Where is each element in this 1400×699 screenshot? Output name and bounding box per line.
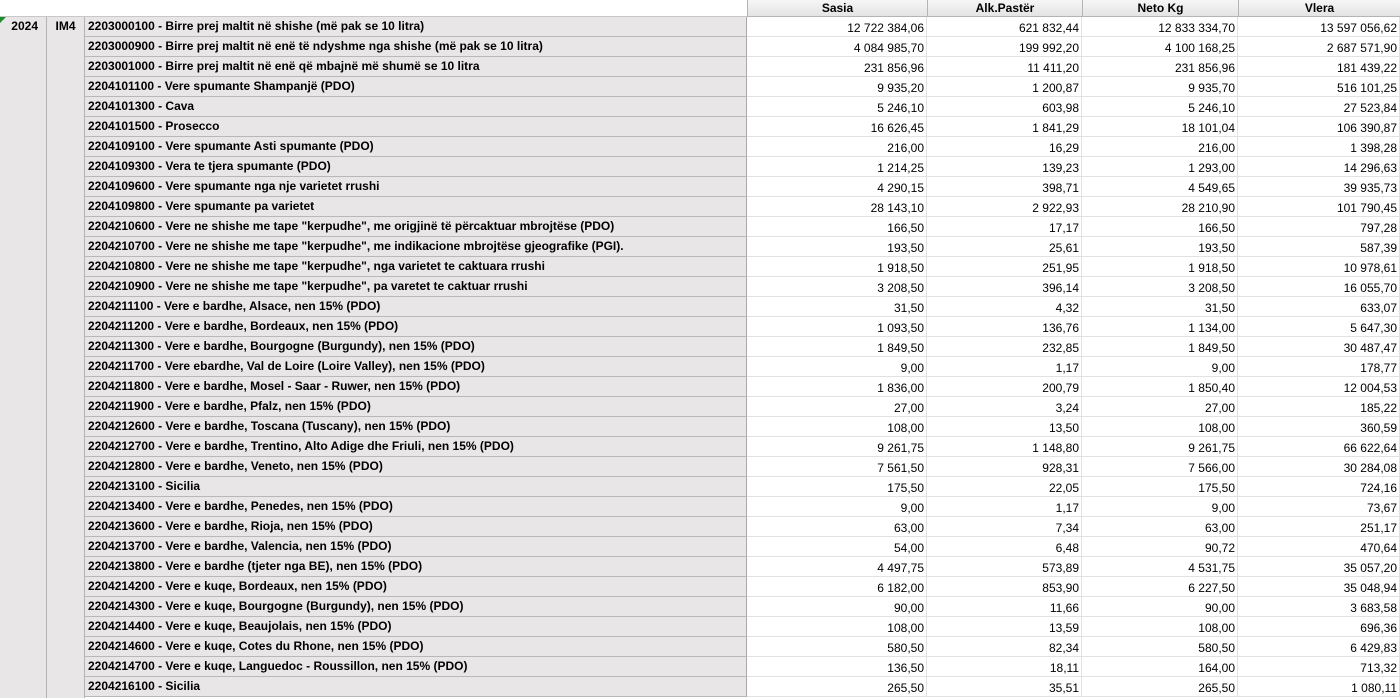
cell-alk[interactable]: 398,71 [927,177,1082,197]
cell-sasia[interactable]: 580,50 [747,637,927,657]
cell-neto[interactable]: 164,00 [1082,657,1238,677]
row-label[interactable]: 2204214700 - Vere e kuqe, Languedoc - Roussillon, nen 15% (PDO) [85,657,747,677]
cell-neto[interactable]: 4 549,65 [1082,177,1238,197]
row-label[interactable]: 2204109300 - Vera te tjera spumante (PDO) [85,157,747,177]
table-row[interactable] [85,677,1400,697]
row-label[interactable]: 2204214300 - Vere e kuqe, Bourgogne (Burgundy), nen 15% (PDO) [85,597,747,617]
table-row[interactable] [85,217,1400,237]
cell-alk[interactable]: 2 922,93 [927,197,1082,217]
row-label[interactable]: 2204211800 - Vere e bardhe, Mosel - Saar - Ruwer, nen 15% (PDO) [85,377,747,397]
cell-neto[interactable]: 216,00 [1082,137,1238,157]
row-label[interactable]: 2203000100 - Birre prej maltit në shishe (më pak se 10 litra) [85,17,747,37]
cell-vlera[interactable]: 106 390,87 [1238,117,1400,137]
cell-neto[interactable]: 6 227,50 [1082,577,1238,597]
cell-neto[interactable]: 1 850,40 [1082,377,1238,397]
cell-sasia[interactable]: 4 290,15 [747,177,927,197]
cell-alk[interactable]: 573,89 [927,557,1082,577]
cell-vlera[interactable]: 12 004,53 [1238,377,1400,397]
cell-alk[interactable]: 25,61 [927,237,1082,257]
cell-vlera[interactable]: 13 597 056,62 [1238,17,1400,37]
cell-neto[interactable]: 231 856,96 [1082,57,1238,77]
cell-alk[interactable]: 200,79 [927,377,1082,397]
table-row[interactable] [85,97,1400,117]
cell-alk[interactable]: 621 832,44 [927,17,1082,37]
cell-neto[interactable]: 166,50 [1082,217,1238,237]
cell-neto[interactable]: 175,50 [1082,477,1238,497]
row-label[interactable]: 2204214400 - Vere e kuqe, Beaujolais, nen 15% (PDO) [85,617,747,637]
cell-sasia[interactable]: 9 261,75 [747,437,927,457]
table-row[interactable] [85,477,1400,497]
cell-alk[interactable]: 16,29 [927,137,1082,157]
row-label[interactable]: 2204211300 - Vere e bardhe, Bourgogne (Burgundy), nen 15% (PDO) [85,337,747,357]
cell-vlera[interactable]: 35 048,94 [1238,577,1400,597]
cell-sasia[interactable]: 108,00 [747,617,927,637]
table-row[interactable] [85,37,1400,57]
cell-sasia[interactable]: 4 084 985,70 [747,37,927,57]
cell-vlera[interactable]: 3 683,58 [1238,597,1400,617]
column-header-neto-kg[interactable]: Neto Kg [1082,0,1238,17]
table-row[interactable] [85,137,1400,157]
cell-sasia[interactable]: 27,00 [747,397,927,417]
column-header-sasia[interactable]: Sasia [747,0,927,17]
cell-alk[interactable]: 3,24 [927,397,1082,417]
cell-vlera[interactable]: 5 647,30 [1238,317,1400,337]
cell-vlera[interactable]: 797,28 [1238,217,1400,237]
row-label[interactable]: 2203001000 - Birre prej maltit në enë që mbajnë më shumë se 10 litra [85,57,747,77]
cell-vlera[interactable]: 713,32 [1238,657,1400,677]
cell-vlera[interactable]: 30 284,08 [1238,457,1400,477]
cell-neto[interactable]: 7 566,00 [1082,457,1238,477]
cell-sasia[interactable]: 16 626,45 [747,117,927,137]
cell-vlera[interactable]: 66 622,64 [1238,437,1400,457]
table-row[interactable] [85,17,1400,37]
table-row[interactable] [85,257,1400,277]
table-row[interactable] [85,317,1400,337]
cell-neto[interactable]: 1 293,00 [1082,157,1238,177]
cell-alk[interactable]: 853,90 [927,577,1082,597]
cell-neto[interactable]: 12 833 334,70 [1082,17,1238,37]
cell-sasia[interactable]: 3 208,50 [747,277,927,297]
table-row[interactable] [85,637,1400,657]
cell-neto[interactable]: 9,00 [1082,497,1238,517]
table-row[interactable] [85,417,1400,437]
year-label: 2024 [11,19,38,33]
cell-neto[interactable]: 31,50 [1082,297,1238,317]
row-label[interactable]: 2204211200 - Vere e bardhe, Bordeaux, nen 15% (PDO) [85,317,747,337]
cell-sasia[interactable]: 9,00 [747,357,927,377]
row-label[interactable]: 2204212800 - Vere e bardhe, Veneto, nen 15% (PDO) [85,457,747,477]
cell-vlera[interactable]: 724,16 [1238,477,1400,497]
cell-neto[interactable]: 4 531,75 [1082,557,1238,577]
cell-vlera[interactable]: 516 101,25 [1238,77,1400,97]
cell-alk[interactable]: 928,31 [927,457,1082,477]
row-label[interactable]: 2204101300 - Cava [85,97,747,117]
table-row[interactable] [85,517,1400,537]
table-row[interactable] [85,297,1400,317]
cell-sasia[interactable]: 90,00 [747,597,927,617]
cell-sasia[interactable]: 54,00 [747,537,927,557]
row-label[interactable]: 2204213700 - Vere e bardhe, Valencia, nen 15% (PDO) [85,537,747,557]
cell-vlera[interactable]: 360,59 [1238,417,1400,437]
row-label[interactable]: 2204214200 - Vere e kuqe, Bordeaux, nen 15% (PDO) [85,577,747,597]
cell-sasia[interactable]: 5 246,10 [747,97,927,117]
table-row[interactable] [85,237,1400,257]
cell-vlera[interactable]: 2 687 571,90 [1238,37,1400,57]
cell-alk[interactable]: 1 200,87 [927,77,1082,97]
cell-vlera[interactable]: 185,22 [1238,397,1400,417]
table-row[interactable] [85,277,1400,297]
cell-alk[interactable]: 603,98 [927,97,1082,117]
cell-neto[interactable]: 1 918,50 [1082,257,1238,277]
table-row[interactable] [85,57,1400,77]
row-label[interactable]: 2204216100 - Sicilia [85,677,747,697]
cell-neto[interactable]: 63,00 [1082,517,1238,537]
row-label[interactable]: 2204211100 - Vere e bardhe, Alsace, nen 15% (PDO) [85,297,747,317]
cell-sasia[interactable]: 1 093,50 [747,317,927,337]
cell-alk[interactable]: 22,05 [927,477,1082,497]
cell-vlera[interactable]: 633,07 [1238,297,1400,317]
cell-vlera[interactable]: 1 080,11 [1238,677,1400,697]
row-label[interactable]: 2204213800 - Vere e bardhe (tjeter nga BE), nen 15% (PDO) [85,557,747,577]
cell-neto[interactable]: 3 208,50 [1082,277,1238,297]
table-row[interactable] [85,437,1400,457]
table-row[interactable] [85,117,1400,137]
row-label[interactable]: 2204109800 - Vere spumante pa varietet [85,197,747,217]
cell-alk[interactable]: 199 992,20 [927,37,1082,57]
table-row[interactable] [85,177,1400,197]
cell-vlera[interactable]: 16 055,70 [1238,277,1400,297]
row-label[interactable]: 2204212700 - Vere e bardhe, Trentino, Alto Adige dhe Friuli, nen 15% (PDO) [85,437,747,457]
cell-sasia[interactable]: 7 561,50 [747,457,927,477]
table-row[interactable] [85,197,1400,217]
cell-neto[interactable]: 1 849,50 [1082,337,1238,357]
row-label[interactable]: 2204214600 - Vere e kuqe, Cotes du Rhone, nen 15% (PDO) [85,637,747,657]
cell-neto[interactable]: 108,00 [1082,417,1238,437]
cell-vlera[interactable]: 696,36 [1238,617,1400,637]
cell-neto[interactable]: 9 261,75 [1082,437,1238,457]
cell-sasia[interactable]: 1 918,50 [747,257,927,277]
cell-vlera[interactable]: 39 935,73 [1238,177,1400,197]
table-row[interactable] [85,617,1400,637]
cell-neto[interactable]: 18 101,04 [1082,117,1238,137]
cell-neto[interactable]: 108,00 [1082,617,1238,637]
cell-alk[interactable]: 4,32 [927,297,1082,317]
cell-sasia[interactable]: 136,50 [747,657,927,677]
cell-alk[interactable]: 13,59 [927,617,1082,637]
cell-vlera[interactable]: 251,17 [1238,517,1400,537]
row-label[interactable]: 2204213600 - Vere e bardhe, Rioja, nen 15% (PDO) [85,517,747,537]
cell-neto[interactable]: 90,00 [1082,597,1238,617]
cell-sasia[interactable]: 193,50 [747,237,927,257]
cell-vlera[interactable]: 181 439,22 [1238,57,1400,77]
cell-comment-indicator [0,17,6,23]
cell-alk[interactable]: 11,66 [927,597,1082,617]
row-label[interactable]: 2204109600 - Vere spumante nga nje varietet rrushi [85,177,747,197]
row-label[interactable]: 2203000900 - Birre prej maltit në enë të ndyshme nga shishe (më pak se 10 litra) [85,37,747,57]
cell-neto[interactable]: 27,00 [1082,397,1238,417]
table-row[interactable] [85,157,1400,177]
cell-sasia[interactable]: 4 497,75 [747,557,927,577]
table-row[interactable] [85,577,1400,597]
cell-vlera[interactable]: 470,64 [1238,537,1400,557]
regime-label: IM4 [55,19,76,33]
cell-sasia[interactable]: 9,00 [747,497,927,517]
cell-alk[interactable]: 1 841,29 [927,117,1082,137]
table-row[interactable] [85,537,1400,557]
cell-sasia[interactable]: 166,50 [747,217,927,237]
table-row[interactable] [85,497,1400,517]
row-label[interactable]: 2204210600 - Vere ne shishe me tape "kerpudhe", me origjinë të përcaktuar mbrojtëse (PDO) [85,217,747,237]
cell-sasia[interactable]: 1 849,50 [747,337,927,357]
row-label[interactable]: 2204211700 - Vere ebardhe, Val de Loire (Loire Valley), nen 15% (PDO) [85,357,747,377]
regime-cell[interactable] [47,17,85,698]
cell-alk[interactable]: 136,76 [927,317,1082,337]
cell-vlera[interactable]: 178,77 [1238,357,1400,377]
cell-alk[interactable]: 251,95 [927,257,1082,277]
row-label[interactable]: 2204101100 - Vere spumante Shampanjë (PDO) [85,77,747,97]
cell-neto[interactable]: 265,50 [1082,677,1238,697]
cell-neto[interactable]: 580,50 [1082,637,1238,657]
table-row[interactable] [85,597,1400,617]
cell-vlera[interactable]: 73,67 [1238,497,1400,517]
cell-neto[interactable]: 193,50 [1082,237,1238,257]
cell-vlera[interactable]: 101 790,45 [1238,197,1400,217]
cell-vlera[interactable]: 587,39 [1238,237,1400,257]
cell-alk[interactable]: 6,48 [927,537,1082,557]
table-row[interactable] [85,357,1400,377]
cell-alk[interactable]: 1,17 [927,497,1082,517]
column-header-vlera[interactable]: Vlera [1238,0,1400,17]
cell-sasia[interactable]: 9 935,20 [747,77,927,97]
cell-vlera[interactable]: 1 398,28 [1238,137,1400,157]
cell-alk[interactable]: 232,85 [927,337,1082,357]
row-label[interactable]: 2204101500 - Prosecco [85,117,747,137]
cell-sasia[interactable]: 6 182,00 [747,577,927,597]
row-label[interactable]: 2204213100 - Sicilia [85,477,747,497]
cell-neto[interactable]: 5 246,10 [1082,97,1238,117]
cell-neto[interactable]: 28 210,90 [1082,197,1238,217]
table-row[interactable] [85,657,1400,677]
cell-alk[interactable]: 35,51 [927,677,1082,697]
cell-vlera[interactable]: 27 523,84 [1238,97,1400,117]
table-row[interactable] [85,457,1400,477]
table-row[interactable] [85,77,1400,97]
cell-neto[interactable]: 1 134,00 [1082,317,1238,337]
cell-alk[interactable]: 139,23 [927,157,1082,177]
cell-vlera[interactable]: 6 429,83 [1238,637,1400,657]
cell-sasia[interactable]: 12 722 384,06 [747,17,927,37]
cell-vlera[interactable]: 35 057,20 [1238,557,1400,577]
cell-vlera[interactable]: 10 978,61 [1238,257,1400,277]
row-label[interactable]: 2204211900 - Vere e bardhe, Pfalz, nen 15% (PDO) [85,397,747,417]
cell-sasia[interactable]: 28 143,10 [747,197,927,217]
cell-sasia[interactable]: 31,50 [747,297,927,317]
cell-alk[interactable]: 396,14 [927,277,1082,297]
cell-alk[interactable]: 1 148,80 [927,437,1082,457]
cell-sasia[interactable]: 231 856,96 [747,57,927,77]
cell-sasia[interactable]: 1 836,00 [747,377,927,397]
cell-vlera[interactable]: 30 487,47 [1238,337,1400,357]
cell-sasia[interactable]: 265,50 [747,677,927,697]
column-header-row [0,0,1400,17]
row-label[interactable]: 2204212600 - Vere e bardhe, Toscana (Tuscany), nen 15% (PDO) [85,417,747,437]
cell-neto[interactable]: 9,00 [1082,357,1238,377]
row-label[interactable]: 2204210900 - Vere ne shishe me tape "kerpudhe", pa varetet te caktuar rrushi [85,277,747,297]
row-label[interactable]: 2204109100 - Vere spumante Asti spumante (PDO) [85,137,747,157]
header-corner [0,0,747,17]
cell-alk[interactable]: 17,17 [927,217,1082,237]
row-label[interactable]: 2204213400 - Vere e bardhe, Penedes, nen 15% (PDO) [85,497,747,517]
cell-alk[interactable]: 11 411,20 [927,57,1082,77]
cell-sasia[interactable]: 63,00 [747,517,927,537]
table-row[interactable] [85,397,1400,417]
year-cell[interactable] [0,17,47,698]
cell-alk[interactable]: 82,34 [927,637,1082,657]
row-label[interactable]: 2204210700 - Vere ne shishe me tape "kerpudhe", me indikacione mbrojtëse gjeografike (PGI). [85,237,747,257]
table-row[interactable] [85,377,1400,397]
cell-sasia[interactable]: 175,50 [747,477,927,497]
row-label[interactable]: 2204210800 - Vere ne shishe me tape "kerpudhe", nga varietet te caktuara rrushi [85,257,747,277]
cell-sasia[interactable]: 1 214,25 [747,157,927,177]
cell-alk[interactable]: 18,11 [927,657,1082,677]
column-header-alk-paster[interactable]: Alk.Pastër [927,0,1082,17]
cell-neto[interactable]: 4 100 168,25 [1082,37,1238,57]
cell-vlera[interactable]: 14 296,63 [1238,157,1400,177]
table-row[interactable] [85,557,1400,577]
cell-neto[interactable]: 90,72 [1082,537,1238,557]
cell-neto[interactable]: 9 935,70 [1082,77,1238,97]
table-row[interactable] [85,337,1400,357]
cell-alk[interactable]: 1,17 [927,357,1082,377]
cell-sasia[interactable]: 216,00 [747,137,927,157]
cell-alk[interactable]: 13,50 [927,417,1082,437]
cell-alk[interactable]: 7,34 [927,517,1082,537]
cell-sasia[interactable]: 108,00 [747,417,927,437]
table-body [85,17,1400,697]
